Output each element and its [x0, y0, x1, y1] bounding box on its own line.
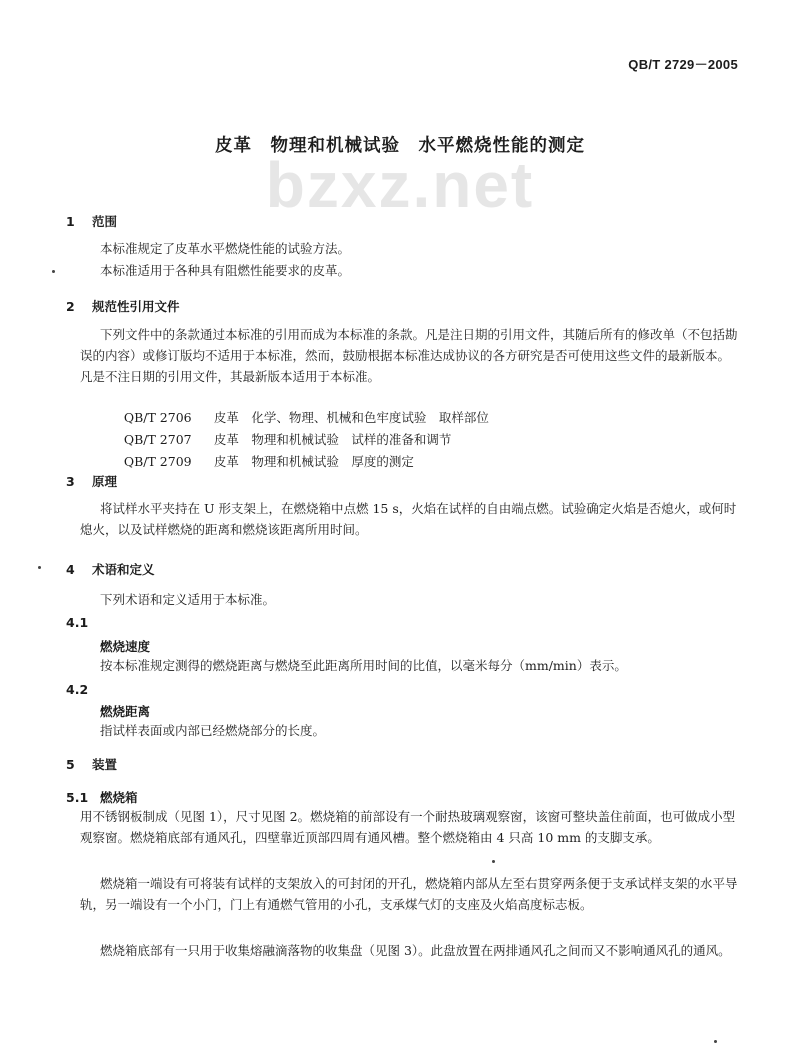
section-1-paragraph-2: 本标准适用于各种具有阻燃性能要求的皮革。	[100, 263, 351, 278]
scan-speck	[38, 566, 41, 569]
reference-title: 皮革 化学、物理、机械和色牢度试验 取样部位	[213, 410, 489, 425]
reference-code: QB/T 2707	[123, 432, 192, 447]
section-number: 5	[66, 757, 75, 772]
section-title: 术语和定义	[92, 562, 155, 577]
reference-row	[100, 437, 414, 485]
section-number: 2	[66, 299, 75, 314]
scan-speck	[714, 1040, 717, 1043]
page-title: 皮革 物理和机械试验 水平燃烧性能的测定	[215, 136, 585, 156]
term-4-2-definition: 指试样表面或内部已经燃烧部分的长度。	[100, 723, 326, 738]
section-4-intro: 下列术语和定义适用于本标准。	[100, 592, 276, 607]
section-number: 1	[66, 214, 75, 229]
scan-speck	[52, 270, 55, 273]
section-3-heading	[66, 472, 117, 490]
section-1-paragraph-1: 本标准规定了皮革水平燃烧性能的试验方法。	[100, 241, 351, 256]
section-4-heading	[66, 560, 155, 578]
term-4-1-number: 4.1	[66, 615, 89, 630]
reference-code: QB/T 2709	[123, 454, 192, 469]
section-number: 4	[66, 562, 75, 577]
section-number: 3	[66, 474, 75, 489]
document-code: QB/T 2729－2005	[628, 57, 738, 72]
section-title: 规范性引用文件	[92, 299, 180, 314]
section-number: 5.1	[66, 790, 89, 805]
watermark: bzxz.net	[265, 149, 535, 221]
section-title: 燃烧箱	[100, 790, 138, 805]
term-4-2-number: 4.2	[66, 682, 89, 697]
section-5-1-paragraph-3: 燃烧箱底部有一只用于收集熔融滴落物的收集盘（见图 3）。此盘放置在两排通风孔之间而又不影响通风孔的通风。	[100, 943, 731, 958]
section-5-heading	[66, 755, 117, 773]
section-1-heading	[66, 212, 117, 230]
section-2-intro: 下列文件中的条款通过本标准的引用而成为本标准的条款。凡是注日期的引用文件，其随后所有的修改单（不包括勘误的内容）或修订版均不适用于本标准，然而，鼓励根据本标准达成协议的各方研究是否可使用这些文件的最新版本。凡是不注日期的引用文件，其最新版本适用于本标准。	[80, 327, 738, 384]
scan-speck	[492, 860, 495, 863]
section-2-heading	[66, 297, 180, 315]
term-4-1-title: 燃烧速度	[100, 639, 151, 654]
section-3-paragraph: 将试样水平夹持在 U 形支架上，在燃烧箱中点燃 15 s，火焰在试样的自由端点燃。试验确定火焰是否熄火，或何时熄火，以及试样燃烧的距离和燃烧该距离所用时间。	[80, 501, 737, 537]
term-4-1-definition: 按本标准规定测得的燃烧距离与燃烧至此距离所用时间的比值，以毫米每分（mm/min）表示。	[100, 658, 627, 673]
section-title: 范围	[92, 214, 118, 229]
section-title: 原理	[92, 474, 118, 489]
section-title: 装置	[92, 757, 118, 772]
term-4-2-title: 燃烧距离	[100, 704, 151, 719]
section-5-1-paragraph-1: 用不锈钢板制成（见图 1），尺寸见图 2。燃烧箱的前部设有一个耐热玻璃观察窗，该窗可整块盖住前面，也可做成小型观察窗。燃烧箱底部有通风孔，四壁靠近顶部四周有通风槽。整个燃烧箱由 4 只高 10 mm 的支脚支承。	[80, 809, 736, 845]
reference-code: QB/T 2706	[123, 410, 192, 425]
section-5-1-heading	[66, 788, 138, 806]
section-5-1-paragraph-2: 燃烧箱一端设有可将装有试样的支架放入的可封闭的开孔，燃烧箱内部从左至右贯穿两条便于支承试样支架的水平导轨，另一端设有一个小门，门上有通燃气管用的小孔，支承煤气灯的支座及火焰高度标志板。	[80, 876, 738, 912]
reference-title: 皮革 物理和机械试验 厚度的测定	[213, 454, 414, 469]
reference-title: 皮革 物理和机械试验 试样的准备和调节	[213, 432, 452, 447]
